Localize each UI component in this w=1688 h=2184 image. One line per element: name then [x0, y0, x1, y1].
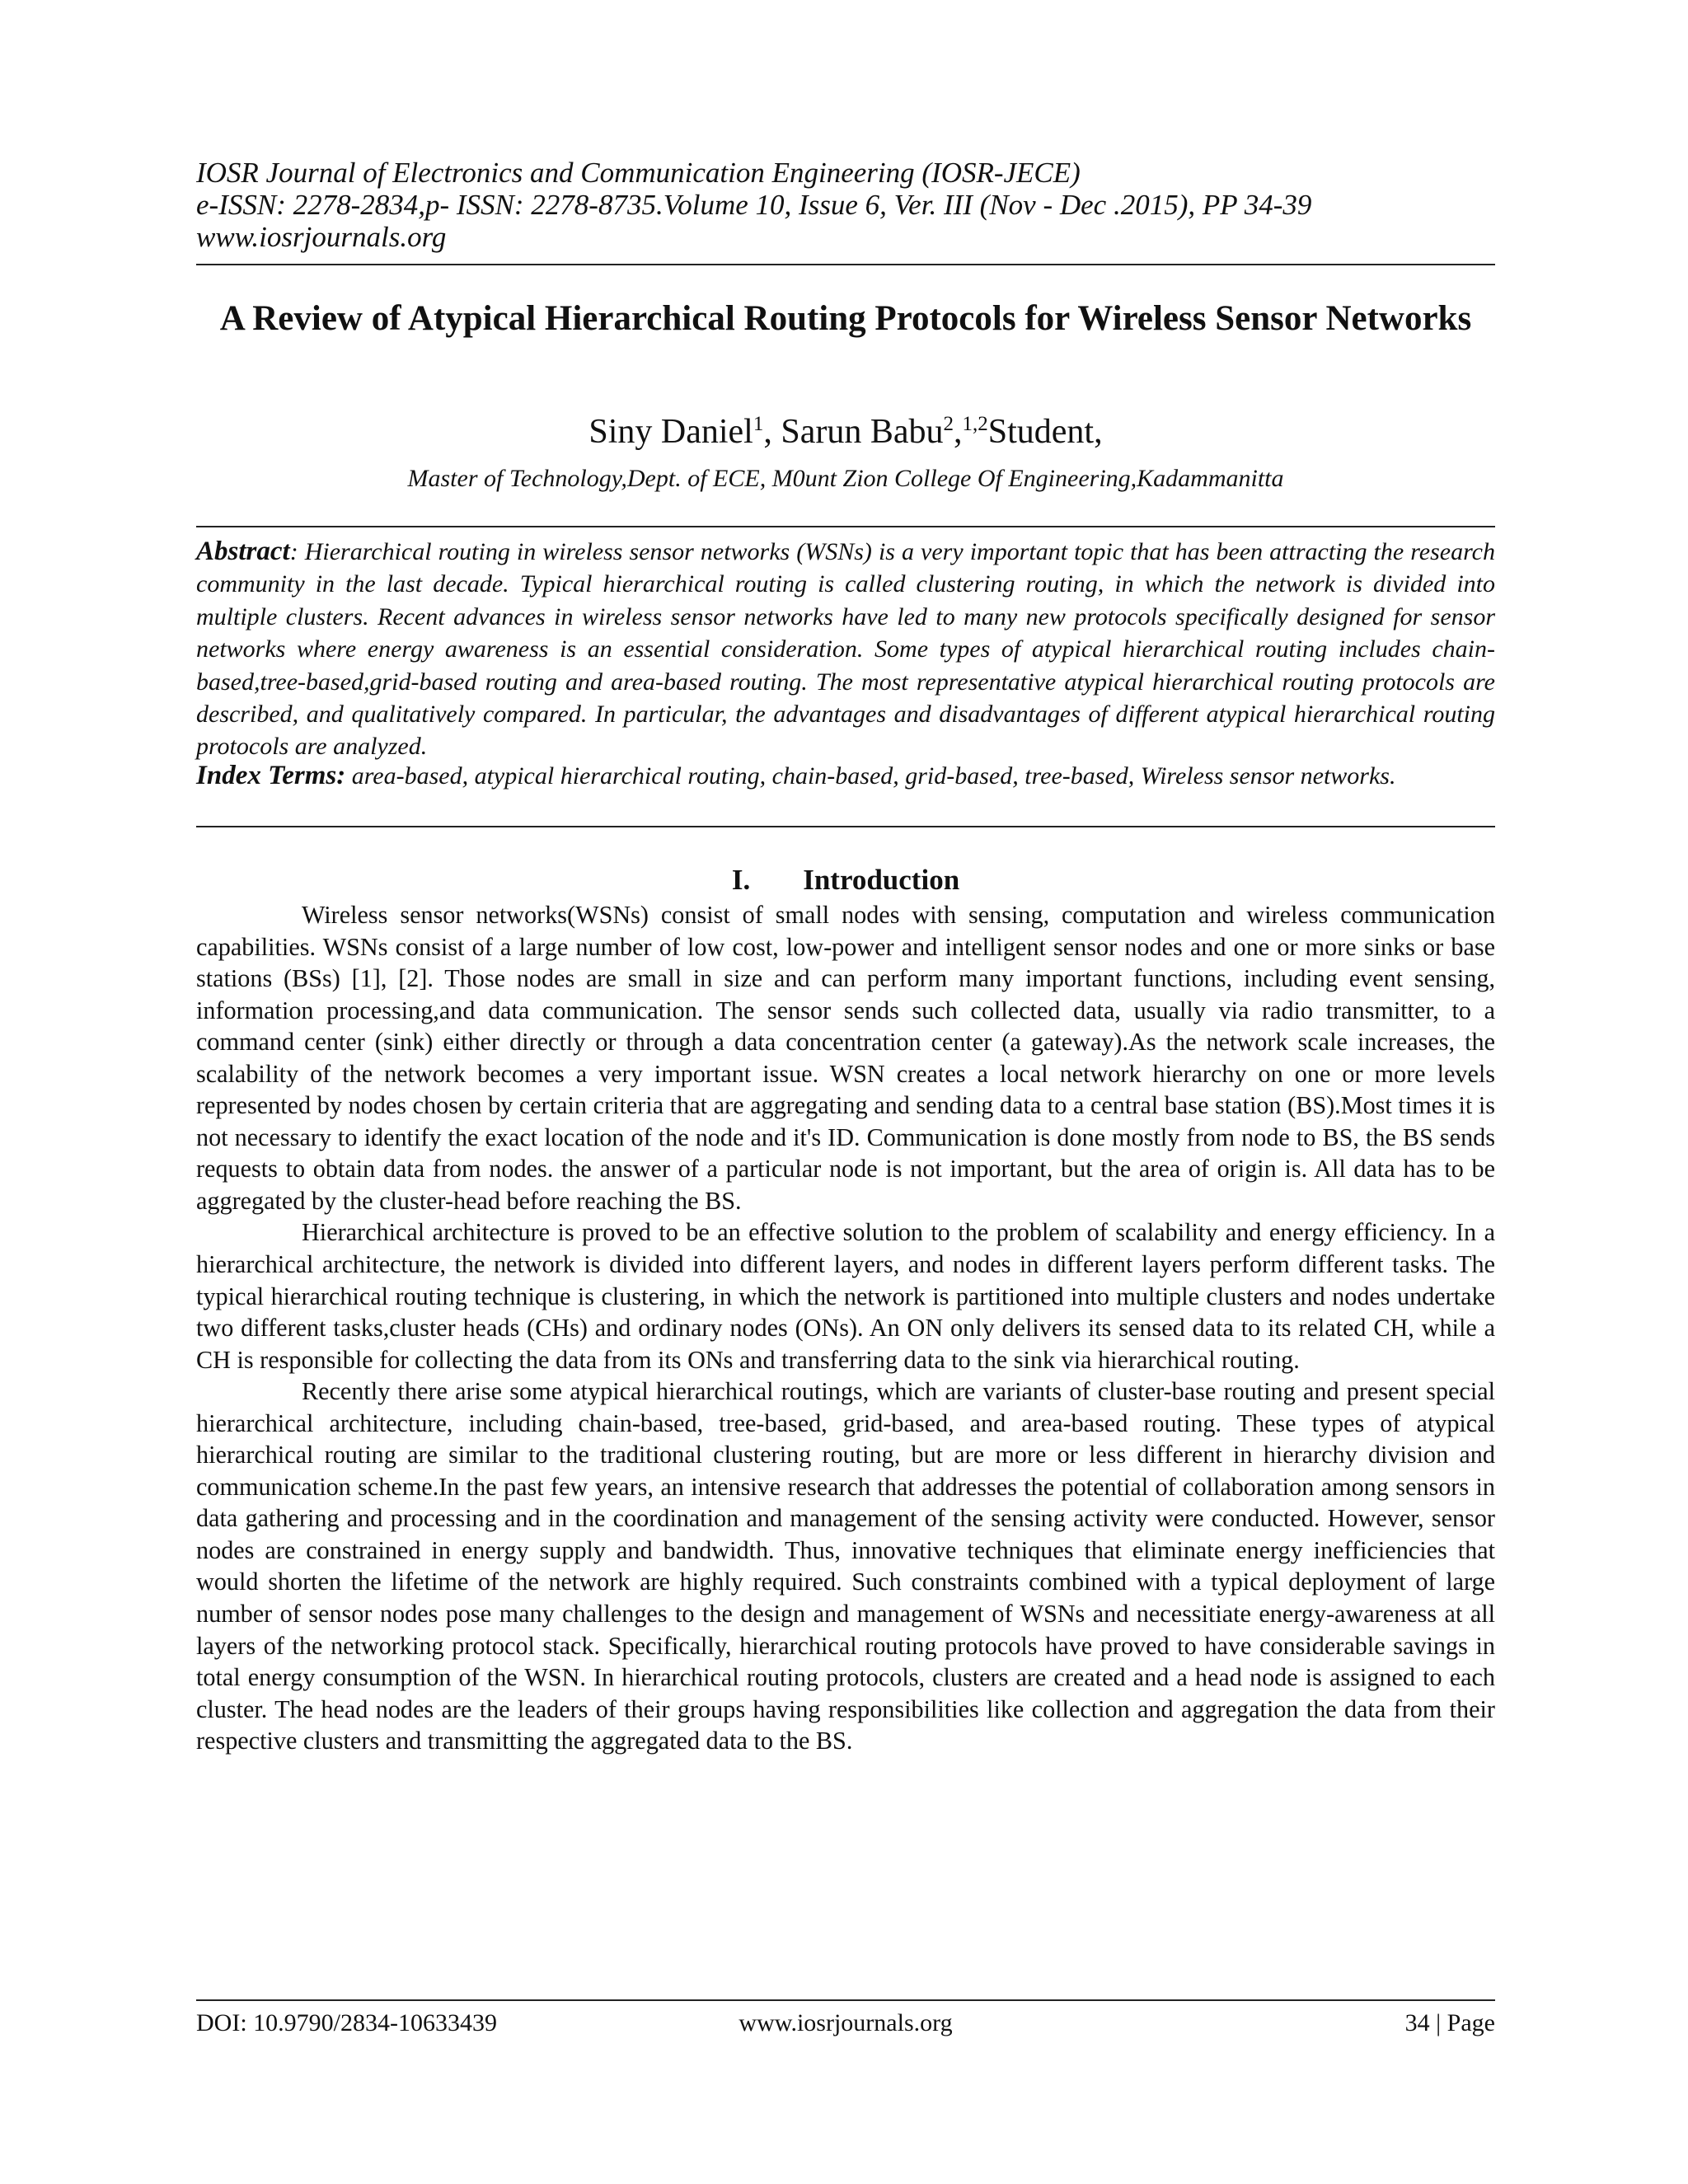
abstract-text: : Hierarchical routing in wireless sensor networks (WSNs) is a very important topic that has been attracting the research community in the last decade. Typical hierarchical routing is called clustering routing, in which the network is divided into multiple clusters. Recent advances in wireless sensor networks have led to many new protocols specifically designed for sensor networks where energy awareness is an essential consideration. Some types of atypical hierarchical routing includes chain-based,tree-based,grid-based routing and area-based routing. The most representative atypical hierarchical routing protocols are described, and qualitatively compared. In particular, the advantages and disadvantages of different atypical hierarchical routing protocols are analyzed.	[196, 538, 1495, 761]
abstract-top-rule	[196, 526, 1495, 527]
footer-page-number: 34 | Page	[1404, 2009, 1495, 2036]
footer-doi: DOI: 10.9790/2834-10633439	[196, 2009, 497, 2036]
affiliation: Master of Technology,Dept. of ECE, M0unt Zion College Of Engineering,Kadammanitta	[407, 465, 1284, 492]
journal-header	[196, 157, 1495, 253]
section-number: I.	[731, 864, 751, 896]
index-terms-text: area-based, atypical hierarchical routing, chain-based, grid-based, tree-based, Wireless sensor networks.	[345, 762, 1396, 790]
role-affil: 1,2	[962, 413, 988, 435]
author-1-affil: 1	[753, 413, 764, 435]
author-role: Student,	[987, 413, 1103, 451]
index-terms	[196, 760, 1495, 792]
paper-title: A Review of Atypical Hierarchical Routing Protocols for Wireless Sensor Networks	[219, 299, 1472, 338]
abstract-label: Abstract	[196, 537, 290, 566]
paragraph-3: Recently there arise some atypical hierarchical routings, which are variants of cluster-base routing and present special hierarchical architecture, including chain-based, tree-based, grid-based, and area-based routing. These types of atypical hierarchical routing are similar to the traditional clustering routing, but are more or less different in hierarchy division and communication scheme.In the past few years, an intensive research that addresses the potential of collaboration among sensors in data gathering and processing and in the coordination and management of the sensing activity were conducted. However, sensor nodes are constrained in energy supply and bandwidth. Thus, innovative techniques that eliminate energy inefficiencies that would shorten the lifetime of the network are highly required. Such constraints combined with a typical deployment of large number of sensor nodes pose many challenges to the design and management of WSNs and necessitiate energy-awareness at all layers of the networking protocol stack. Specifically, hierarchical routing protocols have proved to have considerable savings in total energy consumption of the WSN. In hierarchical routing protocols, clusters are created and a head node is assigned to each cluster. The head nodes are the leaders of their groups having responsibilities like collection and aggregation the data from their respective clusters and transmitting the aggregated data to the BS.	[196, 1377, 1495, 1755]
section-title: Introduction	[803, 864, 960, 896]
paragraph-2: Hierarchical architecture is proved to be an effective solution to the problem of scalability and energy efficiency. In a hierarchical architecture, the network is divided into different layers, and nodes in different layers perform different tasks. The typical hierarchical routing technique is clustering, in which the network is partitioned into multiple clusters and nodes undertake two different tasks,cluster heads (CHs) and ordinary nodes (ONs). An ON only delivers its sensed data to its related CH, while a CH is responsible for collecting the data from its ONs and transferring data to the sink via hierarchical routing.	[196, 1218, 1495, 1374]
journal-website[interactable]: www.iosrjournals.org	[196, 221, 447, 253]
abstract	[196, 536, 1495, 763]
author-line	[196, 412, 1495, 452]
abstract-bottom-rule	[196, 826, 1495, 827]
author-comma: ,	[954, 413, 963, 451]
author-separator: ,	[763, 413, 781, 451]
author-2: Sarun Babu	[781, 413, 944, 451]
body-text	[196, 899, 1495, 1757]
journal-issn: e-ISSN: 2278-2834,p- ISSN: 2278-8735.Volume 10, Issue 6, Ver. III (Nov - Dec .2015), PP 34-39	[196, 189, 1312, 221]
author-1: Siny Daniel	[588, 413, 753, 451]
footer-rule	[196, 1999, 1495, 2001]
footer-website[interactable]: www.iosrjournals.org	[738, 2009, 953, 2036]
paragraph-1: Wireless sensor networks(WSNs) consist of small nodes with sensing, computation and wireless communication capabilities. WSNs consist of a large number of low cost, low-power and intelligent sensor nodes and one or more sinks or base stations (BSs) [1], [2]. Those nodes are small in size and can perform many important functions, including event sensing, information processing,and data communication. The sensor sends such collected data, usually via radio transmitter, to a command center (sink) either directly or through a data concentration center (a gateway).As the network scale increases, the scalability of the network becomes a very important issue. WSN creates a local network hierarchy on one or more levels represented by nodes chosen by certain criteria that are aggregating and sending data to a central base station (BS).Most times it is not necessary to identify the exact location of the node and it's ID. Communication is done mostly from node to BS, the BS sends requests to obtain data from nodes. the answer of a particular node is not important, but the area of origin is. All data has to be aggregated by the cluster-head before reaching the BS.	[196, 901, 1495, 1215]
page-footer	[196, 2009, 1495, 2037]
index-terms-label: Index Terms:	[196, 761, 346, 790]
header-rule	[196, 264, 1495, 265]
author-2-affil: 2	[943, 413, 954, 435]
journal-name: IOSR Journal of Electronics and Communication Engineering (IOSR-JECE)	[196, 157, 1081, 189]
section-heading	[196, 864, 1495, 897]
